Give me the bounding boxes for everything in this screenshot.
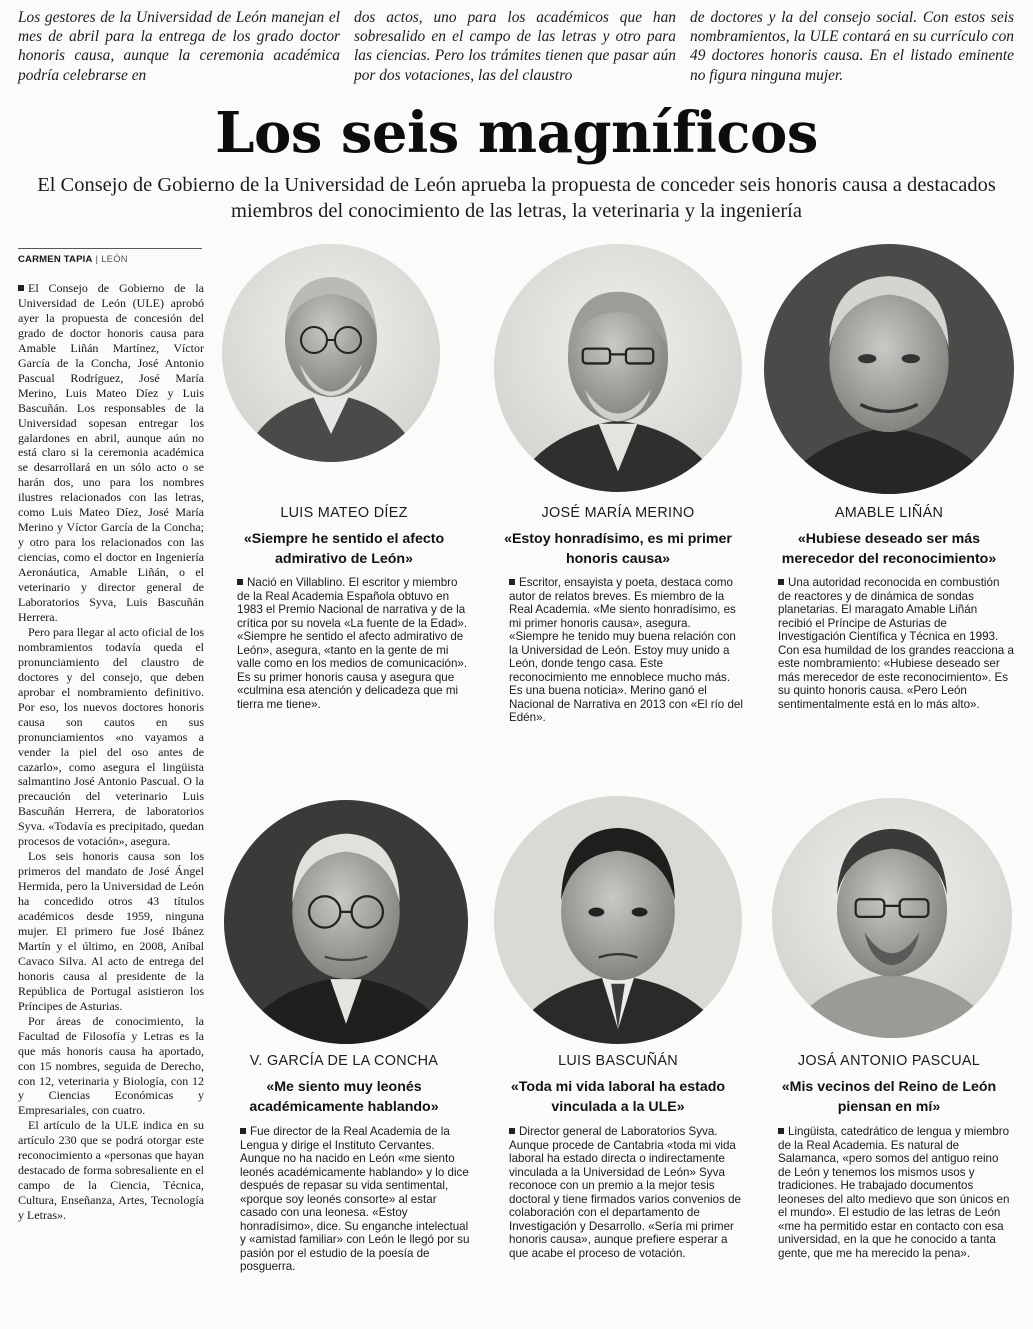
profile-text: [778, 576, 1014, 711]
bullet-square-icon: [509, 1128, 515, 1134]
profile-text-content: Lingüista, catedrático de lengua y miembro de la Real Academia. Es natural de Salamanca, «pero somos del antiguo reino de León y tenemos los mismos usos y tradiciones. He trabajado documentos leoneses del alto medievo que son únicos en el mundo». El estudio de las letras de León «me ha permitido estar en contacto con esa universidad, en la que he conocido a tanta gente, que me ha merecido la pena».: [778, 1125, 1010, 1260]
body-paragraph: Pero para llegar al acto oficial de los nombramientos todavía queda el pronunciamiento del claustro de doctores y del consejo, que deben aprobar el nombramiento definitivo. Por eso, los nuevos doctores honoris causa son cautos en sus pronunciamientos «no vayamos a vender la piel del oso antes de cazarlo», como asegura el lingüista salmantino José Antonio Pascual. O la precaución del veterinario Luis Bascuñán Herrera, de laboratorios Syva. «Todavía es precipitado, quedan procesos de votación», asegura.: [18, 624, 204, 849]
profile-text-content: Director general de Laboratorios Syva. Aunque procede de Cantabria «toda mi vida laboral ha estado directa o indirectamente vinculada a la Universidad de León» Syva reconoce con un premio a la mejor tesis doctoral y tiene firmados varios convenios de colaboración con el departamento de Investigación y Desarrollo. «Sería mi primer honoris causa», aunque prefiere esperar a que acabe el proceso de votación.: [509, 1125, 741, 1260]
profile-name: V. GARCÍA DE LA CONCHA: [249, 1053, 439, 1069]
profile-text: [509, 1125, 743, 1260]
profile-text: [778, 1125, 1014, 1260]
portrait-jose-antonio-pascual: [772, 798, 1012, 1038]
body-paragraph: [18, 281, 204, 625]
bullet-square-icon: [778, 579, 784, 585]
byline-location: LEÓN: [101, 254, 128, 265]
profile-name: JOSÁ ANTONIO PASCUAL: [797, 1053, 981, 1069]
profile-text-content: Fue director de la Real Academia de la Lengua y dirige el Instituto Cervantes. Aunque no ha nacido en León «me siento leonés académicamente hablando» y lo dice después de repasar su vida sentimental, «porque soy leonés consorte» al estar casado con una leonesa. «Estoy honradísimo», dice. Su enganche intelectual y «amistad familiar» con León le llegó por su pasión por el estudio de la poesía de posguerra.: [240, 1125, 470, 1274]
portrait-luis-mateo-diez: [222, 244, 440, 462]
body-paragraph: Por áreas de conocimiento, la Facultad de Filosofía y Letras es la que más honoris causa ha aportado, con 15 nombres, seguida de Derecho, con 12, veterinaria y Biología, con 12 y Ciencias Económicas y Empresariales, con cuatro.: [18, 1013, 204, 1118]
profile-text-content: Nació en Villablino. El escritor y miembro de la Real Academia Española obtuvo en 1983 el Premio Nacional de narrativa y de la crítica por su novela «La fuente de la Edad». «Siempre he sentido el afecto admirativo de León», asegura, «tanto en la gente de mi valle como en los medios de comunicación». Es su primer honoris causa y asegura que «culmina esa atención y delicadeza que mi tierra me tiene».: [237, 576, 468, 711]
byline-separator: |: [95, 254, 99, 265]
profile-name: LUIS BASCUÑÁN: [558, 1053, 678, 1069]
body-paragraph: Los seis honoris causa son los primeros del mandato de José Ángel Hermida, pero la Universidad de León ha concedido otros 43 títulos académicos desde 1959, ninguna mujer. El primero fue José Ibánez Martín y el último, en 2008, Aníbal Cavaco Silva. Al acto de entrega del honoris causa al presidente de la República de Portugal asistieron los Príncipes de Asturias.: [18, 849, 204, 1013]
article-body: [18, 281, 204, 1223]
bullet-square-icon: [237, 579, 243, 585]
subheadline: El Consejo de Gobierno de la Universidad de León aprueba la propuesta de conceder seis honoris causa a destacados miembros del conocimiento de las letras, la veterinaria y la ingeniería: [37, 174, 996, 222]
bullet-square-icon: [18, 285, 24, 291]
profile-name: JOSÉ MARÍA MERINO: [541, 505, 695, 521]
profile-quote: «Estoy honradísimo, es mi primer honoris causa»: [504, 531, 732, 567]
headline: Los seis magníficos: [215, 100, 818, 166]
profile-name: LUIS MATEO DÍEZ: [280, 505, 408, 521]
lead-paragraph-col-3: de doctores y la del consejo social. Con estos seis nombramientos, la ULE contará en su currículo con 49 doctores honoris causa. En el listado eminente no figura ninguna mujer.: [690, 9, 1014, 84]
bullet-square-icon: [240, 1128, 246, 1134]
body-paragraph-text: El Consejo de Gobierno de la Universidad de León (ULE) aprobó ayer la propuesta de concesión del grado de doctor honoris causa para Amable Liñán Martínez, Víctor García de la Concha, José Antonio Pascual Rodríguez, José María Merino, Luis Mateo Díez y Luis Bascuñán. Los responsables de la Universidad sopesan entregar los galardones en abril, aunque aún no está claro si la ceremonia académica se desarrollará en un sólo acto o se harán dos, uno para los nombres ilustres relacionados con las letras, como Luis Mateo Díez, José María Merino y Víctor García de la Concha; y otro para los relacionados con las ciencias, como el doctor en Ingeniería Aeronáutica, Amable Liñán, o el veterinario y director general de Laboratorios Syva, Luis Bascuñán Herrera.: [18, 281, 204, 624]
byline: [18, 254, 128, 265]
profile-quote: «Hubiese deseado ser más merecedor del reconocimiento»: [781, 531, 997, 567]
profile-quote: «Toda mi vida laboral ha estado vinculada a la ULE»: [510, 1079, 726, 1115]
profile-text-content: Una autoridad reconocida en combustión de reactores y de dinámica de sondas planetarias. El maragato Amable Liñán recibió el Príncipe de Asturias de Investigación Científica y Técnica en 1993. Con esa humildad de los grandes reacciona a este nombramiento: «Hubiese deseado ser más merecedor de este reconocimiento». Es su quinto honoris causa. «Pero León sentimentalmente está en lo más alto».: [778, 576, 1014, 711]
portrait-luis-bascunan: [494, 796, 742, 1044]
lead-paragraph-col-1: Los gestores de la Universidad de León manejan el mes de abril para la entrega de los grado doctor honoris causa, aunque la ceremonia académica podría celebrarse en: [18, 9, 340, 84]
profile-text: [237, 576, 471, 711]
portrait-amable-linan: [764, 244, 1014, 494]
bullet-square-icon: [509, 579, 515, 585]
profile-text: [509, 576, 743, 725]
profile-text-content: Escritor, ensayista y poeta, destaca como autor de relatos breves. Es miembro de la Real Academia. «Me siento honradísimo, es mi primer honoris causa», asegura. «Siempre he tenido muy buena relación con la Universidad de León. Estoy muy unido a León, donde tengo casa. Este reconocimiento me ennoblece mucho más. Es una buena noticia». Merino ganó el Nacional de Narrativa en 2013 con «El río del Edén».: [509, 576, 743, 725]
portrait-garcia-de-la-concha: [224, 800, 468, 1044]
bullet-square-icon: [778, 1128, 784, 1134]
body-paragraph: El artículo de la ULE indica en su artículo 230 que se podrá otorgar este reconocimiento a «personas que hayan destacado de forma sobresaliente en el campo de la Ciencia, Técnica, Cultura, Enseñanza, Artes, Tecnología y Letras».: [18, 1118, 204, 1223]
profile-quote: «Mis vecinos del Reino de León piensan en mí»: [781, 1079, 997, 1115]
lead-paragraph-col-2: dos actos, uno para los académicos que han sobresalido en el campo de las letras y otro para las ciencias. Pero los trámites tienen que pasar aún por dos votaciones, las del claustro: [354, 9, 676, 84]
profile-quote: «Siempre he sentido el afecto admirativo de León»: [243, 531, 445, 567]
profile-quote: «Me siento muy leonés académicamente hablando»: [249, 1079, 439, 1115]
byline-author: CARMEN TAPIA: [18, 254, 93, 265]
profile-text: [240, 1125, 474, 1274]
portrait-jose-maria-merino: [494, 244, 742, 492]
byline-rule: [18, 248, 202, 249]
profile-name: AMABLE LIÑÁN: [834, 505, 944, 521]
